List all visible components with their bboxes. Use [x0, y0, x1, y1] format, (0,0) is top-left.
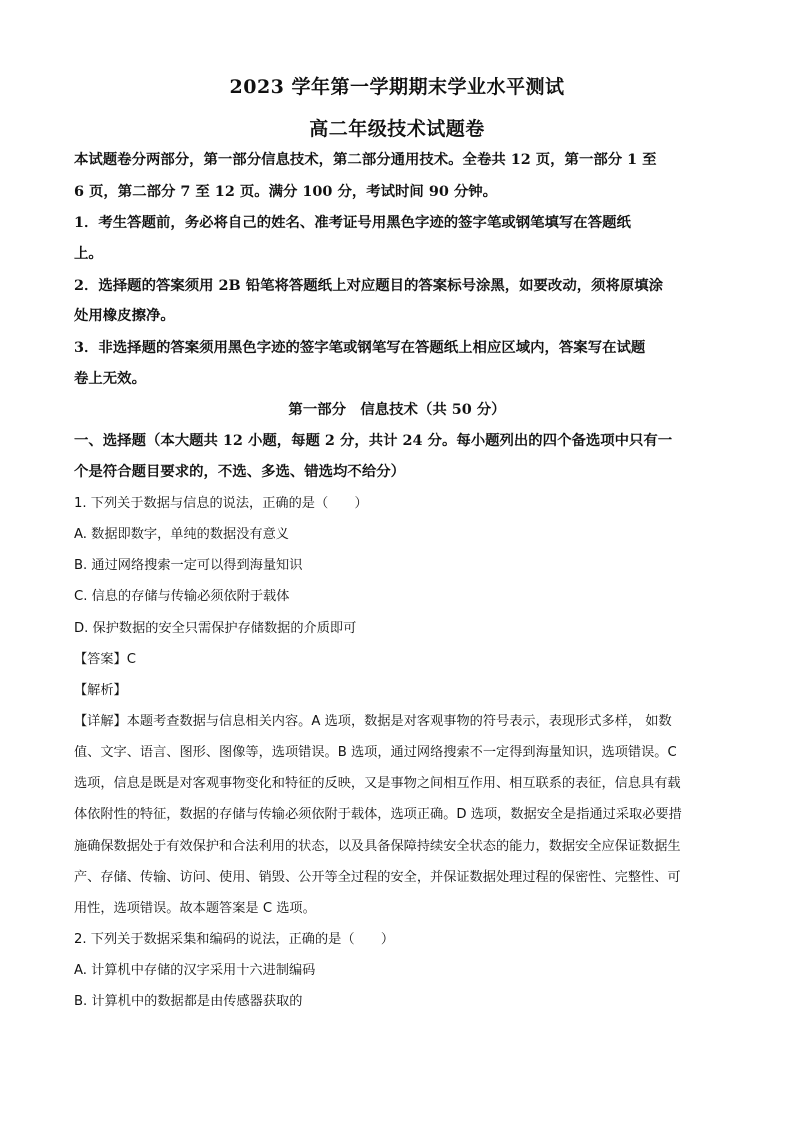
instruction-line: 上。 [74, 245, 103, 262]
question-1-answer: 【答案】C [74, 652, 136, 667]
question-1-option-b: B. 通过网络搜索一定可以得到海量知识 [74, 558, 303, 573]
instruction-line: 处用橡皮擦净。 [74, 307, 175, 324]
instruction-line: 6 页，第二部分 7 至 12 页。满分 100 分，考试时间 90 分钟。 [74, 183, 498, 200]
question-1-analysis-line: 【详解】本题考查数据与信息相关内容。A 选项，数据是对客观事物的符号表示，表现形式多样， 如数 [74, 714, 672, 729]
question-1-analysis-label: 【解析】 [74, 683, 127, 698]
section-intro-line: 个是符合题目要求的，不选、多选、错选均不给分） [74, 463, 405, 480]
instruction-line: 3．非选择题的答案须用黑色字迹的签字笔或钢笔写在答题纸上相应区域内，答案写在试题 [74, 339, 646, 356]
question-2-option-b: B. 计算机中的数据都是由传感器获取的 [74, 994, 303, 1009]
exam-subtitle: 高二年级技术试题卷 [309, 118, 485, 140]
question-1-stem: 1. 下列关于数据与信息的说法，正确的是（ ） [74, 496, 368, 511]
question-2-option-a: A. 计算机中存储的汉字采用十六进制编码 [74, 963, 316, 978]
question-1-analysis-line: 用性，选项错误。故本题答案是 C 选项。 [74, 901, 316, 916]
instruction-line: 2．选择题的答案须用 2B 铅笔将答题纸上对应题目的答案标号涂黑，如要改动，须将原填涂 [74, 277, 664, 294]
instruction-line: 卷上无效。 [74, 370, 146, 387]
question-1-analysis-line: 选项，信息是既是对客观事物变化和特征的反映，又是事物之间相互作用、相互联系的表征，信息具有载 [74, 776, 681, 791]
question-1-analysis-line: 施确保数据处于有效保护和合法利用的状态，以及具备保障持续安全状态的能力，数据安全应保证数据生 [74, 839, 681, 854]
instruction-line: 1．考生答题前，务必将自己的姓名、准考证号用黑色字迹的签字笔或钢笔填写在答题纸 [74, 214, 631, 231]
question-2-stem: 2. 下列关于数据采集和编码的说法，正确的是（ ） [74, 932, 395, 947]
question-1-option-d: D. 保护数据的安全只需保护存储数据的介质即可 [74, 621, 357, 636]
question-1-option-a: A. 数据即数字，单纯的数据没有意义 [74, 527, 289, 542]
question-1-analysis-line: 体依附性的特征，数据的存储与传输必须依附于载体，选项正确。D 选项，数据安全是指通过采取必要措 [74, 807, 682, 822]
question-1-option-c: C. 信息的存储与传输必须依附于载体 [74, 589, 290, 604]
exam-title: 2023 学年第一学期期末学业水平测试 [229, 76, 565, 98]
instruction-line: 本试题卷分两部分，第一部分信息技术，第二部分通用技术。全卷共 12 页，第一部分 1 至 [74, 151, 657, 168]
section-intro-line: 一、选择题（本大题共 12 小题，每题 2 分，共计 24 分。每小题列出的四个备选项中只有一 [74, 432, 673, 449]
question-1-analysis-line: 产、存储、传输、访问、使用、销毁、公开等全过程的安全，并保证数据处理过程的保密性、完整性、可 [74, 870, 681, 885]
section-heading: 第一部分 信息技术（共 50 分） [288, 401, 506, 418]
question-1-analysis-line: 值、文字、语言、图形、图像等，选项错误。B 选项，通过网络搜索不一定得到海量知识，选项错误。C [74, 745, 677, 760]
